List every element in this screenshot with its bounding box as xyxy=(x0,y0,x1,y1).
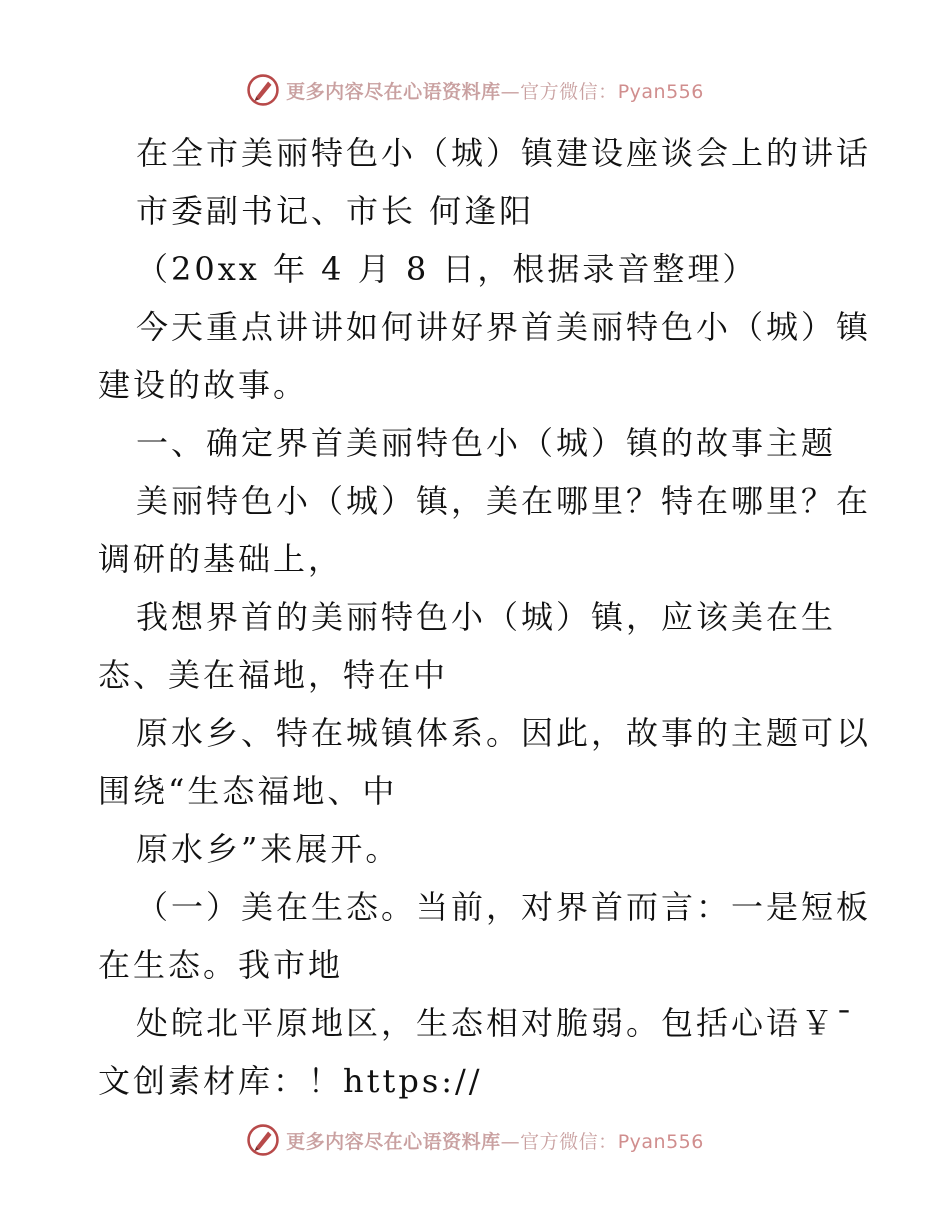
paragraph-line: 调研的基础上， xyxy=(98,540,344,578)
watermark-separator: — xyxy=(500,80,521,103)
paragraph-line: 美丽特色小（城）镇，美在哪里？特在哪里？在 xyxy=(136,482,872,520)
footer-watermark xyxy=(0,1120,950,1160)
subsection-paragraph-line: （一）美在生态。当前，对界首而言：一是短板 xyxy=(136,888,872,926)
paragraph-line: 态、美在福地，特在中 xyxy=(98,656,449,694)
document-title: 在全市美丽特色小（城）镇建设座谈会上的讲话 xyxy=(136,134,872,172)
watermark-text xyxy=(286,77,704,104)
pen-logo-icon xyxy=(246,73,280,107)
paragraph-line: 文创素材库：！https:// xyxy=(98,1062,483,1100)
paragraph-line: 今天重点讲讲如何讲好界首美丽特色小（城）镇 xyxy=(136,308,872,346)
watermark-separator: — xyxy=(500,1130,521,1153)
watermark-main: 更多内容尽在心语资料库 xyxy=(286,80,501,103)
watermark-wechat-label: 官方微信： xyxy=(520,80,618,103)
section-heading: 一、确定界首美丽特色小（城）镇的故事主题 xyxy=(136,424,837,462)
header-watermark xyxy=(0,70,950,110)
document-author: 市委副书记、市长 何逢阳 xyxy=(136,192,535,230)
document-date-note: （20xx 年 4 月 8 日，根据录音整理） xyxy=(136,250,758,288)
paragraph-line: 建设的故事。 xyxy=(98,366,309,404)
document-body xyxy=(98,124,872,1110)
watermark-handle: Pyan556 xyxy=(617,80,704,103)
watermark-main: 更多内容尽在心语资料库 xyxy=(286,1130,501,1153)
paragraph-line: 处皖北平原地区，生态相对脆弱。包括心语￥¯ xyxy=(136,1004,856,1042)
paragraph-line: 围绕“生态福地、中 xyxy=(98,772,398,810)
watermark-text xyxy=(286,1127,704,1154)
watermark-handle: Pyan556 xyxy=(617,1130,704,1153)
paragraph-line: 在生态。我市地 xyxy=(98,946,344,984)
paragraph-line: 原水乡、特在城镇体系。因此，故事的主题可以 xyxy=(136,714,872,752)
pen-logo-icon xyxy=(246,1123,280,1157)
paragraph-line: 我想界首的美丽特色小（城）镇，应该美在生 xyxy=(136,598,837,636)
paragraph-line: 原水乡”来展开。 xyxy=(136,830,401,868)
watermark-wechat-label: 官方微信： xyxy=(520,1130,618,1153)
